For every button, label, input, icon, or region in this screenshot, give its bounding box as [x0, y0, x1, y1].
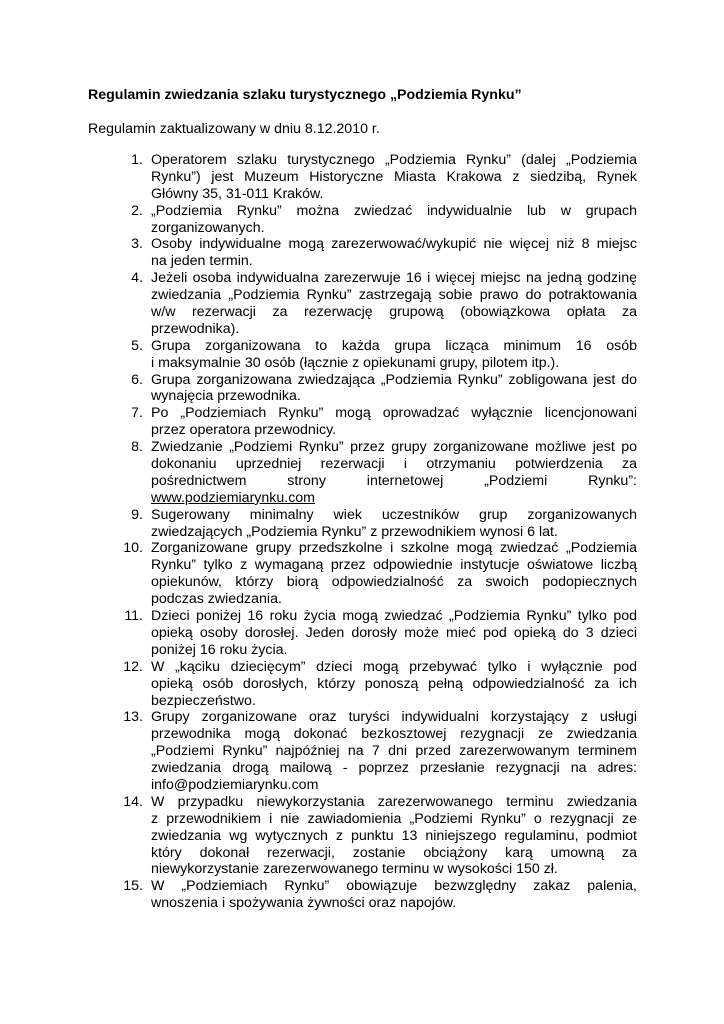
rule-item — [0, 236, 724, 270]
rule-text-line: na jeden termin. — [151, 253, 253, 270]
rule-number: 12. — [123, 658, 143, 675]
rules-list — [0, 152, 724, 912]
update-date: Regulamin zaktualizowany w dniu 8.12.2010 r. — [88, 121, 380, 137]
rule-text-line: zwiedzania wg wytycznych z punktu 13 niniejszego regulaminu, podmiot — [151, 827, 637, 844]
rule-text-line: W przypadku niewykorzystania zarezerwowanego terminu zwiedzania — [151, 793, 637, 810]
rule-text-line: wynajęcia przewodnika. — [151, 388, 301, 405]
rule-text-line: Zorganizowane grupy przedszkolne i szkolne mogą zwiedzać „Podziemia — [151, 540, 637, 557]
rule-number: 2. — [131, 202, 143, 219]
rule-item — [0, 203, 724, 237]
rule-number: 1. — [131, 152, 143, 168]
rule-item — [0, 608, 724, 659]
rule-text-line: pośrednictwem strony internetowej „Podziemi Rynku”: — [151, 472, 637, 489]
rule-number: 14. — [123, 793, 143, 810]
rule-text-line: Rynku”) jest Muzeum Historyczne Miasta Krakowa z siedzibą, Rynek — [151, 168, 637, 185]
rule-text-line: poniżej 16 roku życia. — [151, 641, 288, 658]
rule-item — [0, 439, 724, 507]
rule-item — [0, 507, 724, 541]
rule-item — [0, 338, 724, 372]
rule-text-line: podczas zwiedzania. — [151, 591, 282, 608]
rule-item — [0, 709, 724, 793]
rule-text-line: Rynku” tylko z wymaganą przez odpowiednie instytucje oświatowe liczbą — [151, 557, 637, 574]
rule-text-line: Zwiedzanie „Podziemi Rynku” przez grupy zorganizowane możliwe jest po — [151, 439, 637, 456]
rule-text-line: Grupa zorganizowana zwiedzająca „Podziemia Rynku” zobligowana jest do — [151, 371, 637, 388]
rule-text-line: zwiedzania „Podziemia Rynku” zastrzegają sobie prawo do potraktowania — [151, 287, 637, 304]
rule-text-line: w/w rezerwacji za rezerwację grupową (obowiązkowa opłata za — [151, 304, 637, 321]
rule-number: 15. — [123, 878, 143, 895]
rule-number: 11. — [124, 608, 143, 625]
rule-number: 9. — [131, 506, 143, 523]
rule-number: 6. — [131, 371, 143, 388]
rule-text-line: zwiedzania drogą mailową - poprzez przesłanie rezygnacji na adres: — [151, 760, 637, 777]
rule-number: 10. — [123, 540, 143, 557]
rule-text-line: który dokonał rezerwacji, zostanie obciążony karą umowną za — [151, 844, 637, 861]
rule-number: 8. — [131, 439, 143, 456]
document-title: Regulamin zwiedzania szlaku turystycznego „Podziemia Rynku” — [88, 87, 522, 103]
rule-text-line: „Podziemi Rynku” najpóźniej na 7 dni przed zarezerwowanym terminem — [151, 743, 637, 760]
rule-item — [0, 372, 724, 406]
rule-number: 3. — [131, 236, 143, 253]
rule-text-line: W „Podziemiach Rynku” obowiązuje bezwzględny zakaz palenia, — [151, 878, 637, 895]
rule-text-line: Po „Podziemiach Rynku” mogą oprowadzać wyłącznie licencjonowani — [151, 405, 637, 422]
rule-text-line: Sugerowany minimalny wiek uczestników grup zorganizowanych — [151, 506, 637, 523]
rule-item — [0, 659, 724, 710]
rule-text-line: bezpieczeństwo. — [151, 692, 256, 709]
rule-text-line: z przewodnikiem i nie zawiadomienia „Podziemi Rynku” o rezygnacji ze — [151, 810, 637, 827]
rule-text-line: Osoby indywidualne mogą zarezerwować/wykupić nie więcej niż 8 miejsc — [151, 236, 637, 253]
rule-item — [0, 878, 724, 912]
rule-text-line: info@podziemiarynku.com — [151, 776, 319, 793]
rule-text-line: przewodnika mogą dokonać bezkosztowej rezygnacji ze zwiedzania — [151, 726, 637, 743]
rule-text-line: Główny 35, 31-011 Kraków. — [151, 185, 324, 202]
rule-text-line: Grupy zorganizowane oraz turyści indywidualni korzystający z usługi — [151, 709, 637, 726]
rule-item — [0, 270, 724, 338]
rule-text-line: i maksymalnie 30 osób (łącznie z opiekunami grupy, pilotem itp.). — [151, 354, 560, 371]
rule-text-line: zwiedzających „Podziemia Rynku” z przewodnikiem wynosi 6 lat. — [151, 523, 558, 540]
rule-number: 7. — [131, 405, 143, 422]
rule-text-line: opieką osób dorosłych, którzy ponoszą pełną odpowiedzialność za ich — [151, 675, 637, 692]
rule-text-line: dokonaniu uprzedniej rezerwacji i otrzymaniu potwierdzenia za — [151, 456, 637, 473]
rule-text-line: niewykorzystanie zarezerwowanego terminu w wysokości 150 zł. — [151, 861, 558, 878]
rule-text-line: opieką osoby dorosłej. Jeden dorosły może mieć pod opieką do 3 dzieci — [151, 624, 637, 641]
rule-item — [0, 794, 724, 878]
rule-text-line: Jeżeli osoba indywidualna zarezerwuje 16 i więcej miejsc na jedną godzinę — [151, 270, 637, 287]
rule-text-line: W „kąciku dziecięcym” dzieci mogą przebywać tylko i wyłącznie pod — [151, 658, 637, 675]
rule-item — [0, 405, 724, 439]
rule-text-line: przewodnika). — [151, 320, 240, 337]
rule-item — [0, 540, 724, 608]
rule-text-line: Grupa zorganizowana to każda grupa licząca minimum 16 osób — [151, 337, 637, 354]
rule-text-line: „Podziemia Rynku” można zwiedzać indywidualnie lub w grupach — [151, 202, 637, 219]
rule-text-line: Dzieci poniżej 16 roku życia mogą zwiedzać „Podziemia Rynku” tylko pod — [151, 608, 637, 625]
rule-text-line: wnoszenia i spożywania żywności oraz napojów. — [151, 895, 457, 912]
rule-text-line: zorganizowanych. — [151, 219, 265, 236]
website-link[interactable]: www.podziemiarynku.com — [151, 489, 316, 506]
rule-text-line: opiekunów, którzy biorą odpowiedzialność za swoich podopiecznych — [151, 574, 637, 591]
rule-number: 13. — [123, 709, 143, 726]
rule-text-line: przez operatora przewodnicy. — [151, 422, 337, 439]
rule-item — [0, 152, 724, 203]
rule-text-line: Operatorem szlaku turystycznego „Podziemia Rynku” (dalej „Podziemia — [151, 152, 637, 168]
rule-number: 5. — [131, 337, 143, 354]
rule-number: 4. — [131, 270, 143, 287]
